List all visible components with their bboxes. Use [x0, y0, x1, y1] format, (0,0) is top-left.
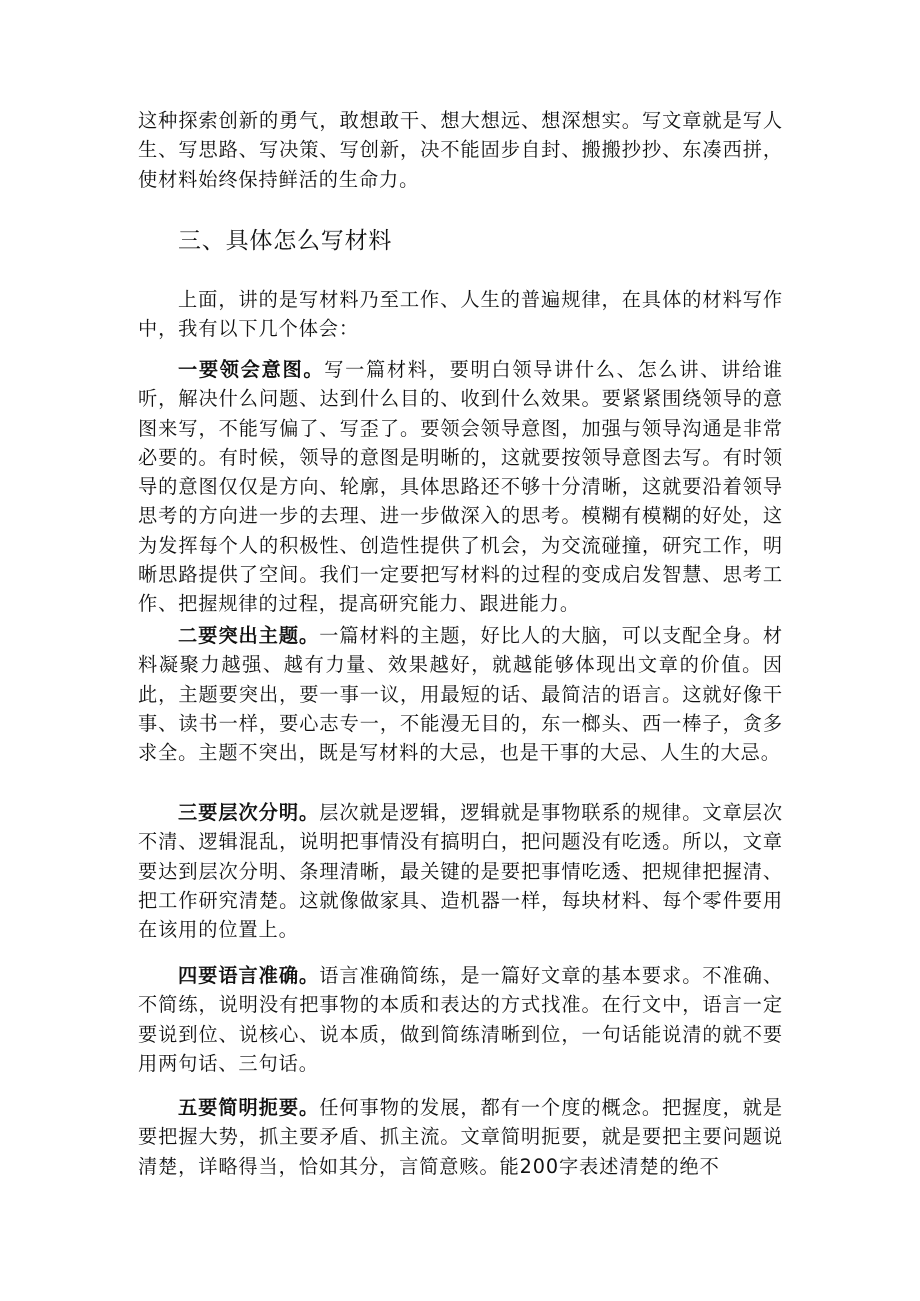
intro-paragraph: 这种探索创新的勇气，敢想敢干、想大想远、想深想实。写文章就是写人生、写思路、写决策、写创新，决不能固步自封、搬搬抄抄、东凑西拼，使材料始终保持鲜活的生命力。 [138, 109, 783, 191]
point-5-paragraph [138, 1093, 783, 1181]
point-2-title: 二要突出主题。 [178, 624, 320, 647]
point-4-paragraph [138, 961, 783, 1078]
point-2-paragraph [138, 621, 783, 767]
point-2-body: 一篇材料的主题，好比人的大脑，可以支配全身。材料凝聚力越强、越有力量、效果越好，就越能够体现出文章的价值。因此，主题要突出，要一事一议，用最短的话、最简洁的语言。这就好像干事、读书一样，要心志专一，不能漫无目的，东一榔头、西一棒子，贪多求全。主题不突出，既是写材料的大忌，也是干事的大忌、人生的大忌。 [138, 624, 783, 765]
point-4-title: 四要语言准确。 [178, 964, 320, 987]
point-1-body: 写一篇材料，要明白领导讲什么、怎么讲、讲给谁听，解决什么问题、达到什么目的、收到什么效果。要紧紧围绕领导的意图来写，不能写偏了、写歪了。要领会领导意图，加强与领导沟通是非常必要的。有时候，领导的意图是明晰的，这就要按领导意图去写。有时领导的意图仅仅是方向、轮廓，具体思路还不够十分清晰，这就要沿着领导思考的方向进一步的去理、进一步做深入的思考。模糊有模糊的好处，这为发挥每个人的积极性、创造性提供了机会，为交流碰撞，研究工作，明晰思路提供了空间。我们一定要把写材料的过程的变成启发智慧、思考工作、把握规律的过程，提高研究能力、跟进能力。 [138, 358, 783, 616]
point-3-body: 层次就是逻辑，逻辑就是事物联系的规律。文章层次不清、逻辑混乱，说明把事情没有搞明白，把问题没有吃透。所以，文章要达到层次分明、条理清晰，最关键的是要把事情吃透、把规律把握清、把工作研究清楚。这就像做家具、造机器一样，每块材料、每个零件要用在该用的位置上。 [138, 801, 783, 942]
point-4-body: 语言准确简练，是一篇好文章的基本要求。不准确、不简练，说明没有把事物的本质和表达的方式找准。在行文中，语言一定要说到位、说核心、说本质，做到简练清晰到位，一句话能说清的就不要用两句话、三句话。 [138, 964, 783, 1075]
point-3-paragraph [138, 798, 783, 944]
point-1-paragraph [138, 355, 783, 619]
point-3-title: 三要层次分明。 [178, 801, 320, 824]
point-5-title: 五要简明扼要。 [178, 1096, 320, 1119]
section-heading: 三、具体怎么写材料 [178, 228, 393, 254]
point-5-body: 任何事物的发展，都有一个度的概念。把握度，就是要把握大势，抓主要矛盾、抓主流。文章简明扼要，就是要把主要问题说清楚，详略得当，恰如其分，言简意赅。能200字表述清楚的绝不 [138, 1096, 783, 1178]
lead-in-paragraph: 上面，讲的是写材料乃至工作、人生的普遍规律，在具体的材料写作中，我有以下几个体会： [138, 288, 783, 341]
point-1-title: 一要领会意图。 [178, 358, 325, 381]
